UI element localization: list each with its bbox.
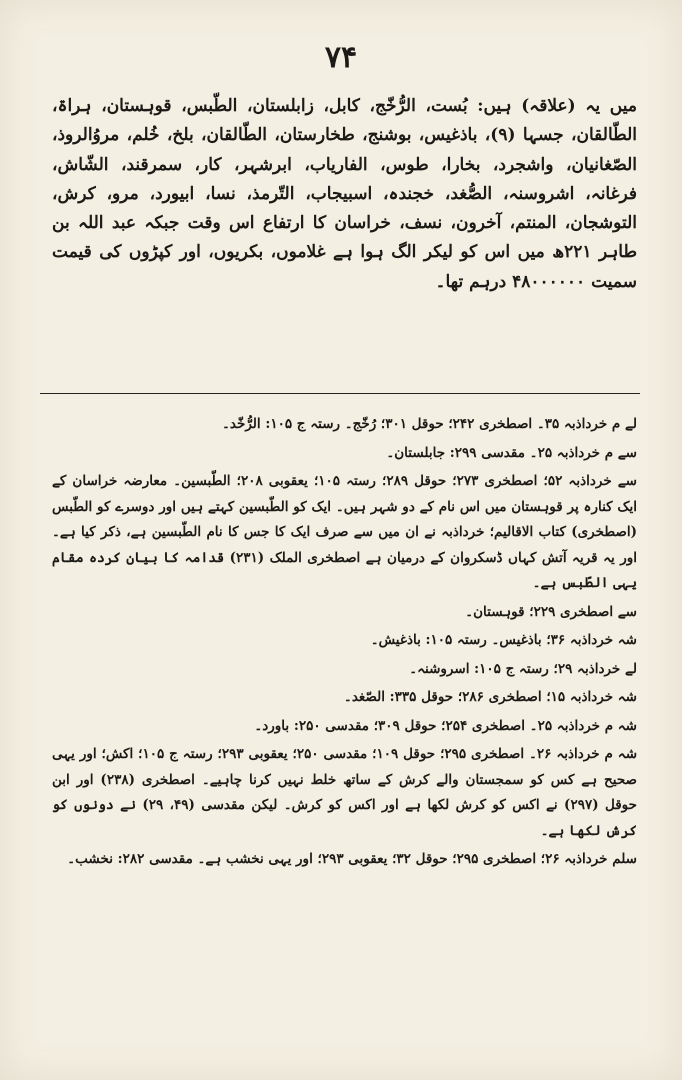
footnote: شہ م خرداذبہ ۲۵۔ اصطخری ۲۵۴؛ حوقل ۳۰۹؛ مقدسی ۲۵۰: باورد۔ xyxy=(254,717,637,734)
footnote: لے م خرداذبہ ۳۵۔ اصطخری ۲۴۲؛ حوقل ۳۰۱؛ رُخّج۔ رستہ ج ۱۰۵: الرُّخّد۔ xyxy=(221,416,637,432)
main-paragraph-text: میں یہ (علاقہ) ہیں: بُست، الرُّخّج، کابل، زابلستان، الطّبس، قوہستان، ہراۃ، الطّالقان، جسہا (۹)، باذغیس، بوشنج، طخارستان، الطّالقان، بلخ، خُلم، مروُالروذ، الصّغانیان، واشجرد، بخارا، طوس، الفاریاب، ابرشہر، کار، سمرقند، الشّاش، فرغانہ، اشروسنہ، الصُّغد، خجندہ، اسبیجاب، التّرمذ، نسا، ابیورد، مرو، کرش، التوشجان، المنتم، آخرون، نسف، خراسان کا ارتفاع اس وقت جبکہ عبد اللہ بن طاہر ۲۲۱ھ میں اس کو لیکر الگ ہوا ہے غلاموں، بکریوں، اور کپڑوں کی قیمت سمیت ۴۸۰۰۰۰۰۰ درہم تھا۔ xyxy=(52,96,637,292)
footnote: شہ خرداذبہ ۱۵؛ اصطخری ۲۸۶؛ حوقل ۳۳۵: الصّغد۔ xyxy=(343,689,637,705)
page-number: ۷۴ xyxy=(324,40,358,75)
footnote: شہ خرداذبہ ۳۶؛ باذغیس۔ رستہ ۱۰۵: باذغیش۔ xyxy=(370,632,637,648)
footnote: شہ م خرداذبہ ۲۶۔ اصطخری ۲۹۵؛ حوقل ۱۰۹؛ مقدسی ۲۵۰؛ یعقوبی ۲۹۳؛ رستہ ج ۱۰۵؛ اکش؛ اور یہی صحیح ہے کس کو سمجستان والے کرش کے ساتھ خلط نہیں کرنا چاہیے۔ اصطخری (۲۳۸) اور ابن حوقل (۲۹۷) نے اکس کو کرش لکھا ہے اور اکس کو کرش۔ لیکن مقدسی (۴۹، ۲۹) نے دونوں کو کرش لکھا ہے۔ xyxy=(52,746,638,839)
main-paragraph xyxy=(52,92,637,297)
footnote: سے خرداذبہ ۵۲؛ اصطخری ۲۷۳؛ حوقل ۲۸۹؛ رستہ ۱۰۵؛ یعقوبی ۲۰۸؛ الطّبسین۔ معارضہ خراسان کے ایک کنارہ پر قوہستان میں اس نام کے دو شہر ہیں۔ ایک کو الطّبسین کہتے ہیں اور دوسرے کو الطّبس (اصطخری) کتاب الاقالیم؛ خرداذبہ نے ان میں سے صرف ایک کا جس کا نام الطّبسین ہے، ذکر کیا ہے۔ اور یہ قریہ آتش کہاں ڈسکروان کے درمیان ہے اصطخری الملک (۲۳۱) قدامہ کا بیان کردہ مقام یہی الطّبس ہے۔ xyxy=(52,473,637,591)
footnote: لے خرداذبہ ۲۹؛ رستہ ج ۱۰۵: اسروشنہ۔ xyxy=(409,660,637,677)
footnote: سے اصطخری ۲۲۹؛ قوہستان۔ xyxy=(465,603,637,620)
footnote-divider xyxy=(40,393,640,394)
footnote: سلم خرداذبہ ۲۶؛ اصطخری ۲۹۵؛ حوقل ۳۲؛ یعقوبی ۲۹۳؛ اور یہی نخشب ہے۔ مقدسی ۲۸۲: نخشب۔ xyxy=(67,851,637,867)
footnotes xyxy=(52,412,637,876)
footnote: سے م خرداذبہ ۲۵۔ مقدسی ۲۹۹: جابلستان۔ xyxy=(386,444,637,461)
